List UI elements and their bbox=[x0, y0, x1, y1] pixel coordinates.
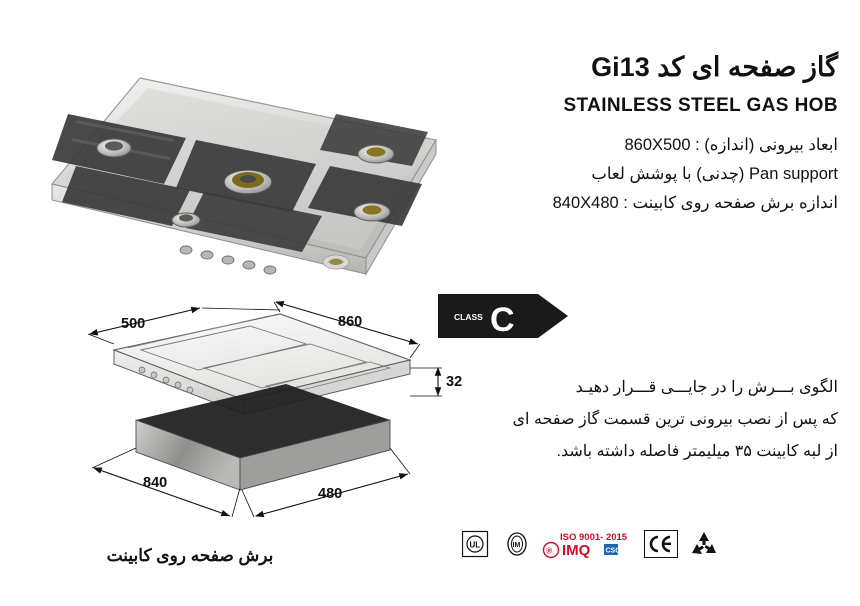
technical-drawing bbox=[18, 272, 488, 522]
spec-line-pan-support: Pan support (چدنی) با پوشش لعاب bbox=[591, 164, 838, 183]
drawing-caption: برش صفحه روی کابینت bbox=[106, 546, 274, 565]
spec-line-cutout-size: اندازه برش صفحه روی کابینت : 840X480 bbox=[552, 193, 838, 212]
spec-line-outer-dimensions: ابعاد بیرونی (اندازه) : 860X500 bbox=[624, 136, 838, 155]
dim-cut-depth-480: 480 bbox=[318, 486, 343, 502]
svg-text:®: ® bbox=[546, 546, 553, 556]
ul-icon bbox=[462, 529, 492, 559]
installation-note bbox=[438, 372, 838, 468]
installation-note-line-1: الگوی بـــرش را در جایـــی قـــرار دهیـد bbox=[575, 379, 838, 396]
energy-class-grade-text: C bbox=[490, 301, 515, 339]
control-knobs bbox=[180, 246, 276, 274]
dim-depth-500: 500 bbox=[121, 316, 146, 332]
dim-width-860: 860 bbox=[338, 314, 363, 330]
svg-text:UL: UL bbox=[469, 540, 481, 550]
energy-class-label-text: CLASS bbox=[454, 312, 483, 322]
dim-thickness-32: 32 bbox=[446, 374, 463, 390]
svg-text:ISO 9001- 2015: ISO 9001- 2015 bbox=[560, 532, 628, 543]
dim-cut-width-840: 840 bbox=[143, 475, 168, 491]
certification-seal-icon bbox=[502, 529, 532, 559]
product-spec-panel bbox=[438, 52, 838, 218]
recycle-icon bbox=[688, 529, 720, 559]
svg-text:IM: IM bbox=[512, 542, 521, 549]
brand-badge bbox=[323, 255, 349, 269]
ce-icon bbox=[644, 530, 678, 558]
product-title: گاز صفحه ای کد Gi13 bbox=[591, 52, 838, 82]
certification-logos bbox=[462, 528, 720, 560]
svg-text:IMQ: IMQ bbox=[562, 542, 591, 559]
product-specs-list bbox=[438, 131, 838, 218]
product-subtitle: STAINLESS STEEL GAS HOB bbox=[563, 95, 838, 117]
installation-note-line-3: از لبه کابینت ۳۵ میلیمتر فاصله داشته باشد. bbox=[556, 443, 838, 460]
installation-note-line-2: که پس از نصب بیرونی ترین قسمت گاز صفحه ای bbox=[512, 411, 838, 428]
imq-iso-logo bbox=[542, 528, 634, 560]
svg-text:CSQ: CSQ bbox=[605, 547, 621, 555]
product-photo-gas-hob bbox=[36, 62, 456, 282]
